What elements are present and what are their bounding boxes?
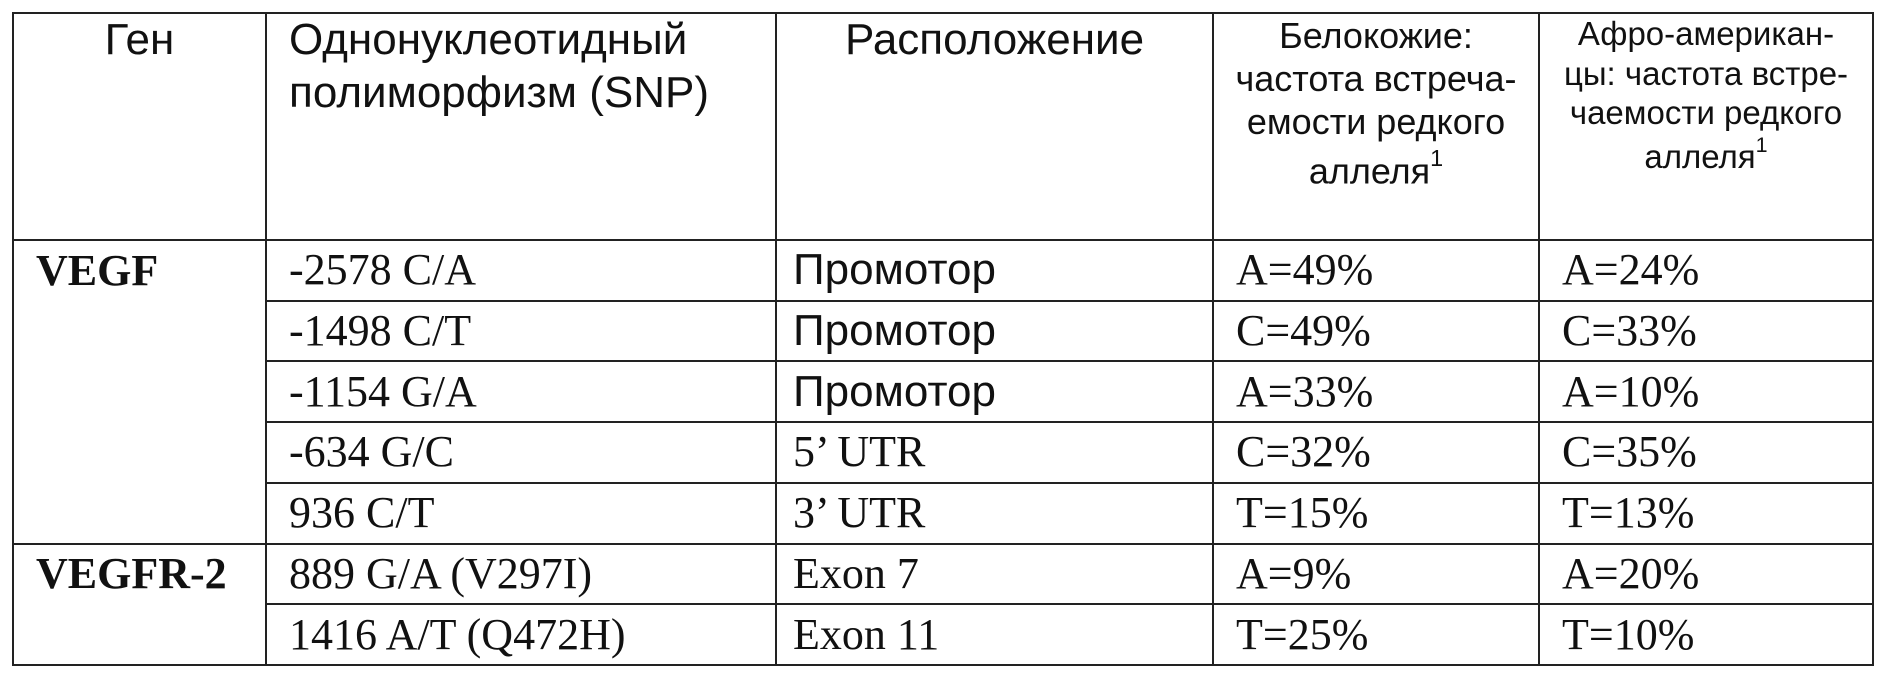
header-white-line1: Белокожие: [1279, 15, 1473, 56]
table-row [13, 301, 1873, 362]
header-white-frequency [1213, 13, 1539, 240]
header-afro-line2: цы: частота встре- [1563, 54, 1849, 92]
location-cell: 5’ UTR [776, 422, 1213, 483]
location-cell: Промотор [776, 240, 1213, 301]
header-white-line4: аллеля [1308, 150, 1431, 192]
afro-frequency-cell: C=35% [1539, 422, 1873, 483]
white-frequency-cell: C=49% [1213, 301, 1539, 362]
table-row [13, 240, 1873, 301]
snp-cell: 936 C/T [266, 483, 776, 544]
location-cell: 3’ UTR [776, 483, 1213, 544]
afro-frequency-cell: A=20% [1539, 544, 1873, 605]
header-white-line2: частота встреча- [1235, 58, 1517, 100]
white-frequency-cell: A=49% [1213, 240, 1539, 301]
snp-cell: -634 G/C [266, 422, 776, 483]
table-row [13, 483, 1873, 544]
gene-cell [13, 604, 266, 665]
table-header-row [13, 13, 1873, 240]
table-row [13, 544, 1873, 605]
header-snp-line2: полиморфизм (SNP) [289, 67, 709, 117]
table-row [13, 422, 1873, 483]
afro-frequency-cell: A=24% [1539, 240, 1873, 301]
snp-cell: -2578 C/A [266, 240, 776, 301]
snp-cell: 889 G/A (V297I) [266, 544, 776, 605]
location-cell: Промотор [776, 301, 1213, 362]
header-afro-footnote: 1 [1755, 132, 1768, 157]
header-white-footnote: 1 [1430, 144, 1444, 171]
header-afro-line1: Афро-американ- [1577, 15, 1835, 52]
header-afro-line4: аллеля [1644, 137, 1756, 175]
table-row [13, 604, 1873, 665]
snp-cell: 1416 A/T (Q472H) [266, 604, 776, 665]
afro-frequency-cell: T=10% [1539, 604, 1873, 665]
white-frequency-cell: A=9% [1213, 544, 1539, 605]
location-cell: Exon 11 [776, 604, 1213, 665]
location-cell: Exon 7 [776, 544, 1213, 605]
afro-frequency-cell: C=33% [1539, 301, 1873, 362]
white-frequency-cell: T=15% [1213, 483, 1539, 544]
gene-cell [13, 422, 266, 483]
header-location-label: Расположение [844, 15, 1145, 64]
header-snp-line1: Однонуклеотидный [289, 15, 688, 64]
afro-frequency-cell: T=13% [1539, 483, 1873, 544]
gene-cell [13, 301, 266, 362]
white-frequency-cell: A=33% [1213, 361, 1539, 422]
gene-cell [13, 483, 266, 544]
white-frequency-cell: T=25% [1213, 604, 1539, 665]
snp-frequency-table [12, 12, 1874, 666]
snp-cell: -1154 G/A [266, 361, 776, 422]
header-gene [13, 13, 266, 240]
location-cell: Промотор [776, 361, 1213, 422]
gene-cell: VEGF [13, 240, 266, 301]
header-afro-frequency [1539, 13, 1873, 240]
header-location [776, 13, 1213, 240]
table-row [13, 361, 1873, 422]
header-snp [266, 13, 776, 240]
gene-cell: VEGFR-2 [13, 544, 266, 605]
white-frequency-cell: C=32% [1213, 422, 1539, 483]
afro-frequency-cell: A=10% [1539, 361, 1873, 422]
header-afro-line3: чаемости редкого [1569, 94, 1843, 132]
snp-cell: -1498 C/T [266, 301, 776, 362]
gene-cell [13, 361, 266, 422]
header-gene-label: Ген [104, 15, 175, 64]
header-white-line3: емости редкого [1246, 101, 1506, 143]
